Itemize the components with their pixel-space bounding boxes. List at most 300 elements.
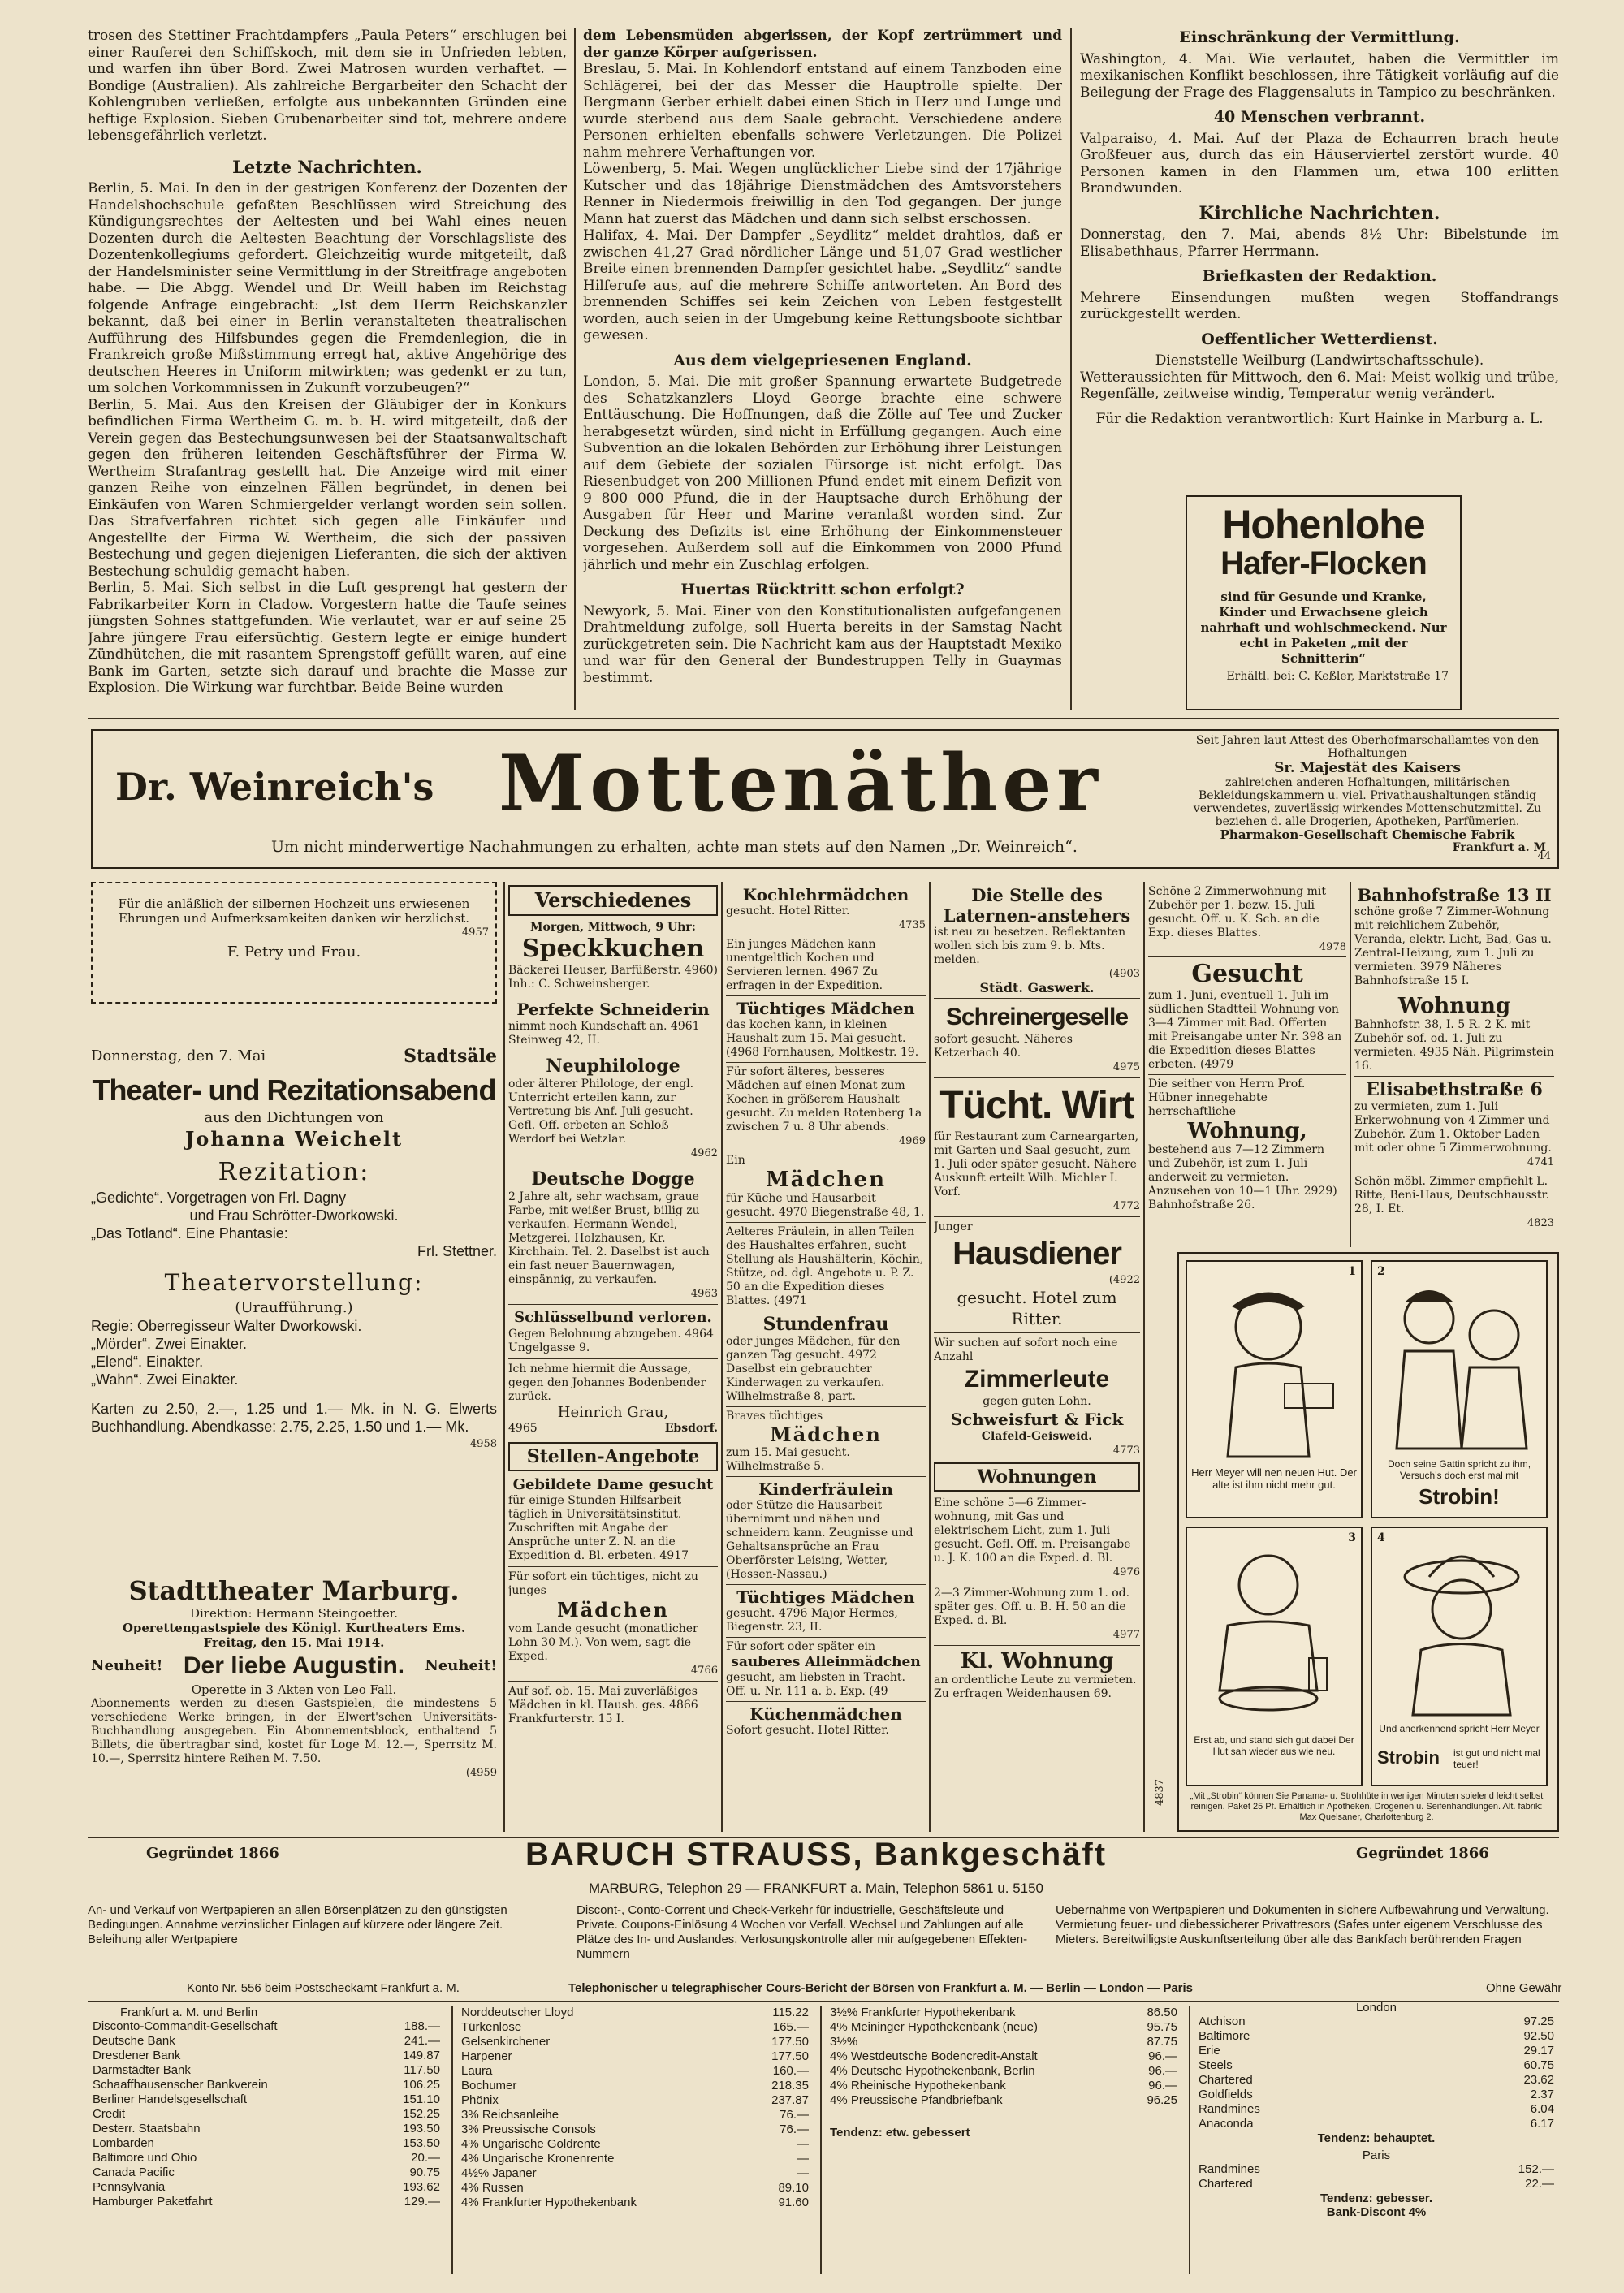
moebl-text: Schön möbl. Zimmer empfiehlt L. Ritte, Beni-Haus, Deutschhausstr. 28, I. Et. [1354,1175,1550,1216]
gesucht-text: zum 1. Juni, eventuell 1. Juli im südlichen Stadtteil Wohnung von 3—4 Zimmer mit Bad. Offerten mit Preisangabe unter Nr. 398 an die Expedition dieses Blattes erbeten. (4979 [1148,989,1342,1071]
cours-name: 3% Preussische Consols [461,2122,596,2136]
column-divider [451,2006,453,2274]
theater-sub: aus den Dichtungen von [204,1109,384,1126]
cours-table-1 [88,2019,445,2209]
ad-number: (4903 [1108,968,1140,980]
ad-number: 4957 [461,926,489,939]
cours-col-2 [456,2006,814,2210]
cartoon-panel-3 [1186,1527,1363,1786]
cours-value: 92.50 [1523,2029,1554,2043]
grau-place: Ebsdorf. [664,1422,718,1435]
news-paragraph: Löwenberg, 5. Mai. Wegen unglücklicher Liebe sind der 17jährige Kutscher und das 18jährige Dienstmädchen des Amtsvorstehers Renner in Niedermois freiwillig in den Tod gegangen. Der junge Mann hat zuerst das Mädchen und dann sich selbst erschossen. [583,161,1062,227]
stadttheater-title: Stadttheater Marburg. [128,1575,460,1606]
bank-left: An- und Verkauf von Wertpapieren an allen Börsenplätzen zu den günstigsten Bedingungen. Annahme verzinslicher Einlagen auf kürzere oder längere Zeit. Beleihung aller Wertpapiere [88,1903,508,1946]
stadttheater-op: Operettengastspiele des Königl. Kurtheaters Ems. [122,1621,466,1635]
theater-m1: „Mörder“. Zwei Einakter. [91,1336,248,1352]
tuechtiges1-text: das kochen kann, in kleinen Haushalt zum 15. Mai gesucht. (4968 Fornhausen, Moltkestr. 19. [726,1018,919,1059]
theater-date [91,1047,497,1065]
cours-row [456,2079,814,2093]
maedchen1-title: Mädchen [557,1598,669,1622]
cours-value: 96.— [1148,2049,1177,2063]
cours-name: Chartered [1199,2073,1253,2087]
ein-maedchen-text: für Küche und Hausarbeit gesucht. 4970 Biegenstraße 48, 1. [726,1192,925,1219]
cours-row [456,2137,814,2152]
cartoon-panel-2 [1371,1260,1548,1518]
klwohnung-text: an ordentliche Leute zu vermieten. Zu erfragen Weidenhausen 69. [934,1673,1137,1700]
petry-name: F. Petry und Frau. [227,944,361,961]
cours-name: 4% Ungarische Kronenrente [461,2152,615,2166]
stadttheater-date: Freitag, den 15. Mai 1914. [203,1635,385,1650]
cours-name: Baltimore [1199,2029,1250,2043]
zimmerleute-text: Wir suchen auf sofort noch eine Anzahl [934,1337,1118,1363]
ad-number: 4963 [690,1288,718,1300]
cours-name: Pennsylvania [93,2180,166,2194]
theater-regie: Regie: Oberregisseur Walter Dworkowski. [91,1318,362,1334]
ein-maedchen-l1: Ein [726,1154,745,1167]
cours-value: 6.04 [1530,2102,1554,2116]
cours-name: Phönix [461,2093,499,2107]
maedchen1-l1: Für sofort ein tüchtiges, nicht zu junges [508,1570,698,1597]
news-paragraph: trosen des Stettiner Frachtdampfers „Paula Peters“ erschlugen bei einer Rauferei den Schiffskoch, mit dem sie in Unfrieden lebten, und warfen ihn über Bord. Zwei Matrosen wurden verhaftet. — Bondige (Australien). Als zahlreiche Bergarbeiter den Schacht der Kohlengruben verließen, erfolgte aus unbekannten Gründen eine heftige Explosion. Sieben Grubenarbeiter sind tot, mehrere andere lebensgefährlich verletzt. [88,28,567,144]
section-heading: Huertas Rücktritt schon erfolgt? [680,581,965,598]
cours-table-3 [825,2006,1182,2108]
cours-table-4 [1194,2014,1559,2131]
speck-l1: Morgen, Mittwoch, 9 Uhr: [530,921,696,934]
cartoon-number: 4 [1377,1531,1385,1544]
cours-value: 152.— [1518,2162,1554,2176]
mottenaether-right [1189,734,1546,854]
cours-row [456,2035,814,2049]
cours-name: Steels [1199,2058,1233,2072]
braves-title: Mädchen [770,1423,882,1446]
cours-row [88,2122,445,2136]
petry-ad [91,882,497,1004]
cours-row [456,2166,814,2181]
cartoon-number: 1 [1348,1265,1356,1278]
news-paragraph: Berlin, 5. Mai. Aus den Kreisen der Gläubiger der in Konkurs befindlichen Firma Wertheim G. m. b. H. wird mitgeteilt, daß der Verein gegen das Bestechungsunwesen bei der Staatsanwaltschaft gegen den früheren leitenden Geschäftsführer der Firma W. Wertheim Strafantrag gestellt hat. Die Anzeige wird mit einer ganzen Reihe von einzelnen Fällen begründet, in denen bei Einkäufen von Waren Schmiergelder verlangt worden sein sollen. Das Strafverfahren richtet sich gegen alle Einkäufer und Angestellte der Firma W. Wertheim, die sich der passiven Bestechung und gegen diejenigen Lieferanten, die sich der aktiven Bestechung schuldig gemacht haben. [88,396,567,580]
mottenaether-ad [91,729,1559,869]
ad-number: 4741 [1527,1156,1554,1168]
wohnung2b-text: Bahnhofstr. 38, I. 5 R. 2 K. mit Zubehör sof. od. 1. Juli zu vermieten. 4935 Näh. Pilgrimstein 16. [1354,1018,1554,1073]
ads-column-f [1354,885,1554,1242]
maedchen2-text: Auf sof. ob. 15. Mai zuverläßiges Mädchen in kl. Haush. ges. 4866 Frankfurterstr. 15 I. [508,1685,698,1725]
theater-tv: Theatervorstellung: [164,1269,424,1296]
ad-number: 4965 [508,1422,538,1435]
theater-ad [91,1047,497,1567]
stadttheater-ad [91,1575,497,1811]
bank-mid: Discont-, Conto-Corrent und Check-Verkehr für industrielle, Geschäftsleute und Private. Coupons-Einlösung 4 Wochen vor Verfall. Wechsel und Zahlungen auf alle Plätze des In- und Auslandes. Verlosungskontrolle aller mir aufgegebenen Effekten-Nummern [577,1903,1028,1961]
ad-number: 4773 [1112,1444,1140,1457]
jmaedchen-text: Ein junges Mädchen kann unentgeltlich Kochen und Servieren lernen. 4967 Zu erfragen in der Expedition. [726,938,883,992]
braves-text: zum 15. Mai gesucht. Wilhelmstraße 5. [726,1446,850,1473]
speck-l2: Bäckerei Heuser, Barfüßerstr. 4960) Inh.: C. Schweinsberger. [508,964,718,991]
cours-value: 177.50 [771,2049,809,2063]
mottenaether-right-bold: Sr. Majestät des Kaisers [1274,760,1461,776]
cours-name: 4% Russen [461,2181,524,2195]
bahnhof-text: schöne große 7 Zimmer-Wohnung mit reichlichem Zubehör, Veranda, elektr. Licht, Bad, Gas u. Zentral-Heizung, zum 1. Juli zu vermieten. 3979 Näheres Bahnhofstraße 15 I. [1354,905,1552,987]
section-heading: Briefkasten der Redaktion. [1202,267,1437,285]
schluessel-title: Schlüsselbund verloren. [514,1309,712,1326]
news-column-3 [1080,28,1559,482]
cours-name: Credit [93,2107,126,2121]
news-paragraph: Berlin, 5. Mai. In den in der gestrigen Konferenz der Dozenten der Handelshochschule gefaßten Beschlüssen wird Streichung des Kündigungsrechtes der Aeltesten und bei Wahl eines neuen Dozenten durch die Aeltesten Beachtung der Vorschlagsliste des Dozentenkollegiums gefordert. Gleichzeitig wurde mitgeteilt, daß der Handelsminister seine Vermittlung in der Streitfrage angeboten habe. — Die Abgg. Wendel und Dr. Weill haben im Reichstag folgende Anfrage eingebracht: „Ist dem Herrn Reichskanzler bekannt, daß bei einer in Berlin veranstalteten theatralischen Aufführung des Hilfsbundes gegen die Fremdenlegion, die in Frankreich große Mißstimmung erregt hat, aktive Angehörige des deutschen Heeres in Uniform mitwirkten; was gedenkt er zu tun, um solchen Vorkommnissen in Zukunft vorzubeugen?“ [88,180,567,396]
cours-row [88,2019,445,2034]
theater-tickets: Karten zu 2.50, 2.—, 1.25 und 1.— Mk. in N. G. Elwerts Buchhandlung. Abendkasse: 2.75, 2.25, 1.50 und 1.— Mk. [91,1401,497,1435]
cours-name: Chartered [1199,2177,1253,2191]
stadttheater-play-row [91,1650,497,1682]
theater-rez: Rezitation: [218,1158,370,1186]
grau-place-row [508,1422,718,1436]
news-paragraph: Valparaiso, 4. Mai. Auf der Plaza de Echaurren brach heute Großfeuer aus, durch das ein Häuserviertel zerstört wurde. 40 Personen kamen in den Flammen um, etwa 100 erlitten Brandwunden. [1080,130,1559,196]
dogge-text: 2 Jahre alt, sehr wachsam, graue Farbe, mit weißer Brust, billig zu verkaufen. Hermann Wendel, Metzgerei, Holzhausen, Kr. Kirchhain. Tel. 2. Daselbst ist auch ein fast neuer Bauernwagen, einspännig, zu verkaufen. [508,1190,710,1286]
hausdiener-l1: Junger [934,1220,973,1233]
news-paragraph: dem Lebensmüden abgerissen, der Kopf zertrümmert und der ganze Körper aufgerissen. [583,28,1062,61]
cours-value: 193.62 [403,2180,440,2194]
cours-name: 4% Ungarische Goldrente [461,2137,601,2151]
cours-row [88,2180,445,2195]
cours-value: 129.— [404,2195,440,2209]
cours-value: 193.50 [403,2122,440,2135]
cours-row [1194,2162,1559,2177]
cartoon-number: 3 [1348,1531,1356,1544]
mottenaether-right-text: Seit Jahren laut Attest des Oberhofmarschallamtes von den Hofhaltungen [1195,734,1540,760]
cours-row [825,2093,1182,2108]
cours-row [88,2063,445,2078]
kuechen-text: Sofort gesucht. Hotel Ritter. [726,1724,889,1737]
strobin-ad [1177,1252,1559,1832]
cartoon-text-1: Herr Meyer will nen neuen Hut. Der alte ist ihm nicht mehr gut. [1191,1466,1357,1491]
cours-row [456,2152,814,2166]
cours-row [1194,2102,1559,2117]
cours-name: 4½% Japaner [461,2166,537,2180]
hohenlohe-brand-line2: Hafer-Flocken [1220,546,1427,581]
schoene2-text: Schöne 2 Zimmerwohnung mit Zubehör per 1. bezw. 15. Juli gesucht. Off. u. K. Sch. an die Exp. dieses Blattes. [1148,885,1326,939]
ad-number: 4976 [1112,1566,1140,1578]
stellen-header: Stellen-Angebote [508,1442,718,1471]
cours-row [825,2035,1182,2049]
news-paragraph: Mehrere Einsendungen mußten wegen Stoffandrangs zurückgestellt werden. [1080,289,1559,322]
ad-number: (4922 [1108,1274,1140,1286]
cours-col3-note: Tendenz: etw. gebessert [830,2126,970,2140]
side-number: 4837 [1154,1778,1167,1807]
theater-m3: „Wahn“. Zwei Einakter. [91,1371,239,1388]
news-paragraph: Washington, 4. Mai. Wie verlautet, haben die Vermittler im mexikanischen Konflikt beschlossen, ihre Tätigkeit vorläufig auf die Beilegung der Frage des Flaggensaluts in Tampico zu beschränken. [1080,50,1559,101]
elisabeth-text: zu vermieten, zum 1. Juli Erkerwohnung von 4 Zimmer und Zubehör. Zum 1. Oktober Laden mit oder ohne 5 Zimmerwohnung. [1354,1100,1552,1155]
grau-name: Heinrich Grau, [557,1404,669,1421]
cours-row [1194,2014,1559,2029]
ads-column-c [726,885,926,1832]
stundenfrau-text: oder junges Mädchen, für den ganzen Tag gesucht. 4972 Daselbst ein gebrauchter Kinderwagen zu verkaufen. Wilhelmstraße 8, part. [726,1335,901,1403]
speck-title: Speckkuchen [521,935,705,963]
cours-value: 89.10 [778,2181,809,2195]
cours-col-1 [88,2006,445,2209]
cours-value: 165.— [772,2020,809,2034]
theater-l4: Frl. Stettner. [417,1243,497,1259]
mottenaether-title: Mottenäther [499,737,1103,829]
zimmerleute-text2: gegen guten Lohn. [983,1395,1091,1408]
cours-row [456,2181,814,2196]
cours-value: — [797,2137,809,2151]
schreiner-title: Schreinergeselle [945,1004,1129,1030]
section-heading: Oeffentlicher Wetterdienst. [1201,330,1438,348]
neuheit-label: Neuheit! [425,1657,497,1674]
cours-row [1194,2088,1559,2102]
column-divider [1143,882,1145,1832]
zimmerleute-title: Zimmerleute [964,1366,1110,1393]
grau-text: Ich nehme hiermit die Aussage, gegen den Johannes Bodenbender zurück. [508,1362,706,1403]
cours-name: Erie [1199,2044,1220,2058]
cours-row [456,2196,814,2210]
cours-name: Goldfields [1199,2088,1253,2101]
cours-name: Baltimore und Ohio [93,2151,197,2165]
cours-value: 20.— [411,2151,440,2165]
wirt-text: für Restaurant zum Carneargarten, mit Garten und Saal gesucht, zum 1. Juli oder später gesucht. Nähere Auskunft erteilt Wilh. Michler I. Vorf. [934,1130,1139,1198]
cours-value: 96.— [1148,2064,1177,2078]
cartoon-figures-icon [1372,1262,1546,1457]
mottenaether-footer: Um nicht minderwertige Nachahmungen zu erhalten, achte man stets auf den Namen „Dr. Weinreich“. [271,838,1078,856]
cours-name: Lombarden [93,2136,154,2150]
wohnung2-text: 2—3 Zimmer-Wohnung zum 1. od. später ges. Off. u. B. H. 50 an die Exped. d. Bl. [934,1587,1130,1627]
fraeulein-text: Aelteres Fräulein, in allen Teilen des Haushaltes erfahren, sucht Stellung als Haushälterin, Köchin, Stütze, od. dgl. Angebote u. P. Z. 50 an die Expedition dieses Blattes. (4971 [726,1225,924,1307]
cours-name: Bochumer [461,2079,517,2092]
neuphilologe-title: Neuphilologe [546,1056,680,1077]
london-title: London [1355,2001,1397,2014]
column-divider [503,882,505,1832]
cours-row [456,2049,814,2064]
cours-table-2 [456,2006,814,2210]
cours-value: 76.— [780,2108,809,2122]
tuechtiges2-text: gesucht. 4796 Major Hermes, Biegenstr. 23, II. [726,1607,898,1634]
cours-col4-note: Tendenz: behauptet. [1317,2131,1436,2145]
cours-value: 160.— [772,2064,809,2078]
cours-name: 4% Meininger Hypothekenbank (neue) [830,2020,1038,2034]
wohnungen-header: Wohnungen [934,1462,1140,1492]
cartoon-figure-icon [1372,1528,1546,1723]
zimmerleute-firm: Schweisfurt & Fick [950,1410,1124,1429]
mottenaether-right-text2: zahlreichen anderen Hofhaltungen, militärischen Bekleidungskammern u. viel. Privathaushaltungen ständig verwendetes, zuverlässig wirkendes Mottenschutzmittel. Zu beziehen d. alle Drogerien, Apotheken, Parfümerien. [1193,776,1542,828]
cours-col5-note: Tendenz: gebesser. [1320,2192,1433,2205]
cartoon-text-4a: Und anerkennend spricht Herr Meyer [1379,1723,1540,1734]
cours-row [88,2078,445,2092]
cours-value: 96.— [1148,2079,1177,2092]
cartoon-text-4c: ist gut und nicht mal teuer! [1453,1747,1540,1770]
cours-name: 3½% [830,2035,858,2049]
tuechtiges2-title: Tüchtiges Mädchen [736,1587,915,1607]
cours-value: 60.75 [1523,2058,1554,2072]
cours-value: 87.75 [1147,2035,1177,2049]
mottenaether-ref: 44 [1537,850,1551,862]
cours-row [1194,2073,1559,2088]
ads-column-d [934,885,1140,1832]
hausdiener-title: Hausdiener [952,1236,1121,1272]
section-heading: 40 Menschen verbrannt. [1213,108,1426,126]
cours-name: Berliner Handelsgesellschaft [93,2092,248,2106]
section-heading: Aus dem vielgepriesenen England. [673,351,972,369]
ad-number: 4735 [898,919,926,931]
column-divider [929,882,931,1832]
cours-row [456,2108,814,2122]
cours-name: Disconto-Commandit-Gesellschaft [93,2019,278,2033]
schluessel-text: Gegen Belohnung abzugeben. 4964 Ungelgasse 9. [508,1328,714,1354]
bank-discont: Bank-Discont 4% [1326,2205,1427,2219]
column-divider [1070,28,1072,710]
cours-name: 4% Rheinische Hypothekenbank [830,2079,1006,2092]
column-divider [1189,2006,1190,2274]
huebner-title: Wohnung, [1187,1119,1307,1143]
tuechtiges1-title: Tüchtiges Mädchen [736,999,915,1018]
cours-name: Desterr. Staatsbahn [93,2122,201,2135]
cours-row [456,2020,814,2035]
cours-row [825,2064,1182,2079]
cours-name: 4% Preussische Pfandbriefbank [830,2093,1003,2107]
cours-row [88,2151,445,2166]
cours-name: 4% Deutsche Hypothekenbank, Berlin [830,2064,1035,2078]
news-paragraph: Donnerstag, den 7. Mai, abends 8½ Uhr: Bibelstunde im Elisabethhaus, Pfarrer Herrmann. [1080,227,1559,260]
bank-founded-right: Gegründet 1866 [1356,1845,1489,1862]
strobin-footer: „Mit „Strobin“ können Sie Panama- u. Strohhüte in wenigen Minuten spielend leicht selbst reinigen. Paket 25 Pf. Erhältlich in Apotheken, Drogerien u. Seifenhandlungen. Alt. fabrik: Max Quelsaner, Charlottenburg 2. [1190,1791,1544,1822]
cours-value: 241.— [404,2034,440,2048]
bank-address: MARBURG, Telephon 29 — FRANKFURT a. Main, Telephon 5861 u. 5150 [588,1881,1044,1896]
strobin-brand: Strobin [1377,1747,1440,1768]
bank-right: Uebernahme von Wertpapieren und Dokumenten in sichere Aufbewahrung und Verwaltung. Vermietung feuer- und diebessicherer Privattresors (Safes unter eigenem Verschlusse des Mieters. Bereitwilligste Auskunftserteilung über alle das Bankfach berührenden Fragen [1056,1903,1549,1946]
news-column-1 [88,28,567,710]
mottenaether-company-loc: Frankfurt a. M [1452,841,1546,854]
cours-value: 91.60 [778,2196,809,2209]
schreiner-text: sofort gesucht. Näheres Ketzerbach 40. [934,1033,1073,1060]
zimmerleute-loc: Clafeld-Geisweid. [981,1430,1093,1443]
cours-row [88,2136,445,2151]
hohenlohe-seller: Erhältl. bei: C. Keßler, Marktstraße 17 [1226,670,1449,683]
cartoon-text-2: Doch seine Gattin spricht zu ihm, Versuch's doch erst mal mit [1387,1458,1531,1481]
petry-text: Für die anläßlich der silbernen Hochzeit uns erwiesenen Ehrungen und Aufmerksamkeiten danken wir herzlichst. [118,896,470,926]
cours-name: Dresdener Bank [93,2049,181,2062]
cours-value: 96.25 [1147,2093,1177,2107]
cours-row [1194,2044,1559,2058]
cours-name: Randmines [1199,2102,1260,2116]
wohnung2-title: Wohnung [1397,994,1511,1018]
cours-value: — [797,2166,809,2180]
cours-name: Norddeutscher Lloyd [461,2006,574,2019]
kinder-title: Kinderfräulein [758,1479,893,1499]
cours-value: 22.— [1525,2177,1554,2191]
ad-number: 4962 [690,1147,718,1159]
cours-value: 115.22 [772,2006,809,2019]
cours-name: Laura [461,2064,493,2078]
cours-row [825,2049,1182,2064]
news-paragraph: Berlin, 5. Mai. Sich selbst in die Luft gesprengt hat gestern der Fabrikarbeiter Korn in Cladow. Vorgestern hatte die Taufe seines jüngsten Sohnes stattgefunden. Wie verlautet, war er auf seine 25 Jahre jüngere Frau eifersüchtig. Gestern legte er einige hundert Zündhütchen, die mit rasantem Sprengstoff gefüllt waren, auf eine Bank im Garten, setzte sich darauf und brachte die Masse zur Explosion. Die Wirkung war furchtbar. Beide Beine wurden [88,580,567,696]
stundenfrau-title: Stundenfrau [762,1314,889,1335]
news-paragraph: Halifax, 4. Mai. Der Dampfer „Seydlitz“ meldet drahtlos, daß er zwischen 41,27 Grad nördlicher Länge und 51,07 Grad westlicher Breite einen brennenden Dampfer gesichtet habe. „Seydlitz“ sandte Hilferufe aus, auf die mehrere Schiffe antworteten. An Bord des brennenden Schiffes sei kein Zeichen von Leben festgestellt worden, auch seien in der Umgebung keine Rettungsboote sichtbar gewesen. [583,227,1062,343]
ein-maedchen-title: Mädchen [766,1168,886,1192]
ad-number: 4975 [1112,1061,1140,1073]
elisabeth-title: Elisabethstraße 6 [1366,1079,1543,1100]
bank-konto: Konto Nr. 556 beim Postscheckamt Frankfurt a. M. [187,1981,460,1995]
mottenaether-prefix: Dr. Weinreich's [115,765,434,809]
neuphilologe-text: oder älterer Philologe, der engl. Unterricht erteilen kann, zur Vertretung bis Anf. Juli gesucht. Gefl. Off. erbeten an Schloß Werdorf bei Wetzlar. [508,1077,694,1146]
bank-title: BARUCH STRAUSS, Bankgeschäft [525,1837,1108,1872]
column-divider [1350,882,1351,1247]
wirt-title: Tücht. Wirt [939,1084,1134,1127]
gesucht-title: Gesucht [1191,960,1303,988]
koch-text: gesucht. Hotel Ritter. [726,905,850,918]
theater-venue: Stadtsäle [404,1046,497,1067]
ad-number: 4977 [1112,1629,1140,1641]
mottenaether-company: Pharmakon-Gesellschaft Chemische Fabrik [1220,827,1515,842]
huebner-text2: bestehend aus 7—12 Zimmern und Zubehör, ist zum 1. Juli anderweit zu vermieten. Anzusehen von 10—1 Uhr. 2929) Bahnhofstraße 26. [1148,1143,1337,1211]
cours-value: 76.— [780,2122,809,2136]
laterne-text: ist neu zu besetzen. Reflektanten wollen sich bis zum 9. b. Mts. melden. [934,926,1126,966]
cartoon-panel-1 [1186,1260,1363,1518]
kinder-text: oder Stütze die Hausarbeit übernimmt und nähen und schneidern kann. Zeugnisse und Gehaltsansprüche an Frau Oberförster Leising, Wetter, (Hessen-Nassau.) [726,1499,914,1581]
cours-value: 188.— [404,2019,440,2033]
dame-text: für einige Stunden Hilfsarbeit täglich in Universitätsinstitut. Zuschriften mit Angabe der Ansprüche unter Z. N. an die Expedition d. Bl. erbeten. 4917 [508,1494,689,1562]
cours-name: Schaaffhausenscher Bankverein [93,2078,268,2092]
news-paragraph: Breslau, 5. Mai. In Kohlendorf entstand auf einem Tanzboden eine Schlägerei, bei der das Messer die Hauptrolle spielte. Der Bergmann Gerber erhielt dabei einen Stich in Herz und Lunge und wurde sterbend aus dem Saale gebracht. Verschiedene andere Personen erhielten ebenfalls schwere Verletzungen. Die Polizei nahm mehrere Verhaftungen vor. [583,61,1062,161]
cours-value: 177.50 [771,2035,809,2049]
cours-row [1194,2177,1559,2192]
ads-column-e [1148,885,1346,1242]
theater-l1: „Gedichte“. Vorgetragen von Frl. Dagny [91,1190,347,1206]
cours-row [456,2122,814,2137]
cours-name: Darmstädter Bank [93,2063,191,2077]
news-paragraph: London, 5. Mai. Die mit großer Spannung erwartete Budgetrede des Schatzkanzlers Lloyd George brachte eine schwere Enttäuschung. Die Hoffnungen, daß die Zölle auf Tee und Zucker herabgesetzt würden, sind nicht in Erfüllung gegangen. Auch eine Subvention an die lokalen Behörden zur Erhöhung ihrer Leistungen auf dem Gebiete der sozialen Fürsorge ist nicht erfolgt. Das Riesenbudget von 200 Millionen Pfund endet mit einem Defizit von 9 800 000 Pfund, die in der Hauptsache durch Erhöhung der Ausgaben für Heer und Marine veranlaßt worden sind. Zur Deckung des Defizits ist eine Erhöhung der Einkommensteuer vorgesehen. Außerdem soll auf die Einkommen von 2000 Pfund jährlich und mehr ein Zuschlag erfolgen. [583,374,1062,573]
schneiderin-text: nimmt noch Kundschaft an. 4961 Steinweg 42, II. [508,1020,700,1047]
cartoon-text-3: Erst ab, und stand sich gut dabei Der Hut sah wieder aus wie neu. [1194,1734,1354,1757]
dame-title: Gebildete Dame gesucht [512,1476,714,1493]
cours-name: Deutsche Bank [93,2034,175,2048]
cours-name: Gelsenkirchener [461,2035,551,2049]
cours-row [825,2006,1182,2020]
laterne-title: Die Stelle des Laternen-anstehers [943,885,1131,926]
laterne-org: Städt. Gaswerk. [979,980,1095,995]
cours-name: 3½% Frankfurter Hypothekenbank [830,2006,1016,2019]
hohenlohe-brand-line1: Hohenlohe [1222,502,1425,547]
cours-value: 6.17 [1530,2117,1554,2131]
cours-name: Harpener [461,2049,512,2063]
cours-name: Türkenlose [461,2020,522,2034]
hausdiener-text: gesucht. Hotel zum Ritter. [957,1288,1117,1328]
kuechen-title: Küchenmädchen [749,1704,902,1724]
cours-row [88,2107,445,2122]
koch-title: Kochlehrmädchen [742,885,909,905]
cours-value: 151.10 [403,2092,440,2106]
cours-name: 3% Reichsanleihe [461,2108,559,2122]
stadttheater-composer: Operette in 3 Akten von Leo Fall. [191,1682,397,1697]
section-heading: Letzte Nachrichten. [232,156,422,177]
cours-value: 95.75 [1147,2020,1177,2034]
allein-title: sauberes Alleinmädchen [731,1654,921,1670]
cours-row [1194,2029,1559,2044]
paris-title: Paris [1362,2148,1391,2162]
theater-m2: „Elend“. Einakter. [91,1354,204,1370]
cours-row [825,2020,1182,2035]
theater-l3: „Das Totland“. Eine Phantasie: [91,1225,288,1242]
cours-row [88,2034,445,2049]
bank-founded-left: Gegründet 1866 [146,1845,279,1862]
stadttheater-play: Der liebe Augustin. [183,1652,405,1679]
cours-row [88,2195,445,2209]
ad-number: 4958 [469,1438,497,1450]
cours-row [456,2093,814,2108]
cours-name: 4% Westdeutsche Bodencredit-Anstalt [830,2049,1038,2063]
editor-line: Für die Redaktion verantwortlich: Kurt Hainke in Marburg a. L. [1095,410,1544,427]
ad-number: 4978 [1319,941,1346,953]
schneiderin-title: Perfekte Schneiderin [516,1000,710,1019]
cours-value: 23.62 [1523,2073,1554,2087]
maedchen1-text: vom Lande gesucht (monatlicher Lohn 30 M.). Von wem, sagt die Exped. [508,1622,698,1663]
cartoon-number: 2 [1377,1265,1385,1278]
cartoon-figure-icon [1187,1528,1361,1731]
